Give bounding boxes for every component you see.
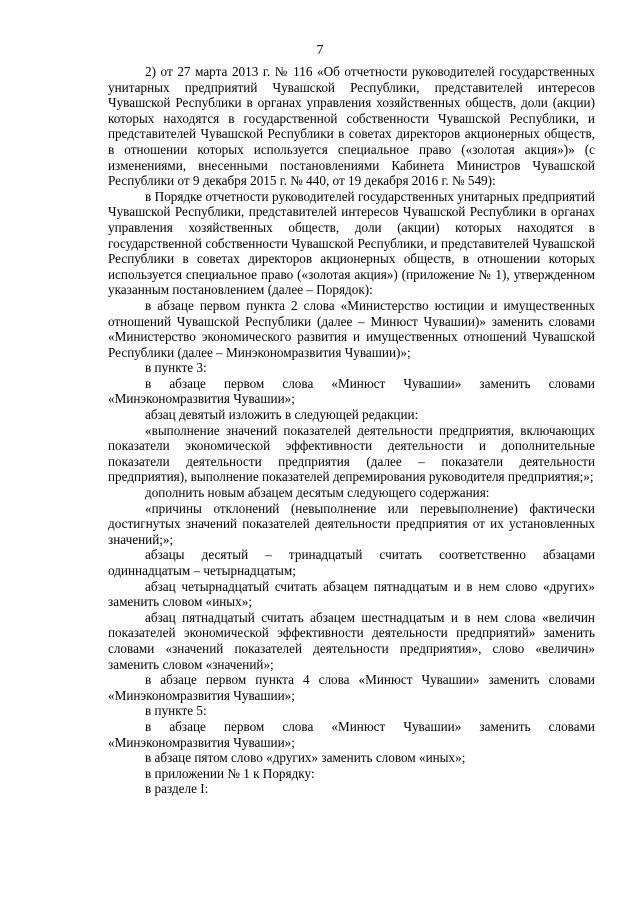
paragraph-add-tenth-instruction: дополнить новым абзацем десятым следующего содержания:: [145, 485, 490, 501]
paragraph-item-2-first-subparagraph: в абзаце первом пункта 2 слова «Министерство юстиции и имущественных отношений Чувашской Республики (далее – Минюст Чувашии)» заменить словами «Министерство экономического развития и имущественных отношений Чувашской Республики (далее – Минэкономразвития Чувашии)»;: [108, 297, 595, 360]
paragraph-fifteenth-subparagraph: абзац пятнадцатый считать абзацем шестнадцатым и в нем слова «величин показателей экономической эффективности деятельности предприятий» заменить словами «значений показателей деятельности предприятия», слово «величин» заменить словом «значений»;: [108, 609, 595, 672]
paragraph-appendix-1-heading: в приложении № 1 к Порядку:: [145, 765, 315, 781]
page-number: 7: [316, 42, 324, 57]
paragraph-renumber-tenth-thirteenth: абзацы десятый – тринадцатый считать соответственно абзацами одиннадцатым – четырнадцатым;: [108, 547, 595, 578]
paragraph-reporting-procedure: в Порядке отчетности руководителей государственных унитарных предприятий Чувашской Республики, представителей интересов Чувашской Республики в органах управления хозяйственных обществ, доли (акции) которых находятся в государственной собственности Чувашской Республики, и представителей Чувашской Республики в советах директоров акционерных обществ, в отношении которых используется специальное право («золотая акция») (приложение № 1), утвержденном указанным постановлением (далее – Порядок):: [108, 188, 595, 298]
paragraph-item-3-heading: в пункте 3:: [145, 360, 207, 376]
paragraph-item-4-first-subparagraph: в абзаце первом пункта 4 слова «Минюст Чувашии» заменить словами «Минэкономразвития Чувашии»;: [108, 672, 595, 703]
paragraph-fourteenth-subparagraph: абзац четырнадцатый считать абзацем пятнадцатым и в нем слово «других» заменить словом «иных»;: [108, 578, 595, 610]
paragraph-item-5-heading: в пункте 5:: [145, 703, 207, 719]
paragraph-item-5-first-subparagraph: в абзаце первом слова «Минюст Чувашии» заменить словами «Минэкономразвития Чувашии»;: [108, 718, 595, 750]
paragraph-section-1-heading: в разделе I:: [145, 781, 209, 797]
paragraph-ninth-subparagraph-text: «выполнение значений показателей деятельности предприятия, включающих показатели экономической эффективности деятельности и дополнительные показатели деятельности предприятия (далее – показатели деятельности предприятия), выполнение показателей депремирования руководителя предприятия;»;: [108, 422, 595, 485]
paragraph-tenth-subparagraph-text: «причины отклонений (невыполнение или перевыполнение) фактически достигнутых значений показателей деятельности предприятия от их установленных значений;»;: [108, 500, 595, 547]
document-body: [108, 64, 595, 797]
paragraph-amendment-decree-116: 2) от 27 марта 2013 г. № 116 «Об отчетности руководителей государственных унитарных предприятий Чувашской Республики, представителей интересов Чувашской Республики в органах управления хозяйственных обществ, доли (акции) которых находятся в государственной собственности Чувашской Республики, и представителей Чувашской Республики в советах директоров акционерных обществ, в отношении которых используется специальное право («золотая акция»)» (с изменениями, внесенными постановлениями Кабинета Министров Чувашской Республики от 9 декабря 2015 г. № 440, от 19 декабря 2016 г. № 549):: [108, 64, 595, 189]
paragraph-item-5-fifth-subparagraph: в абзаце пятом слово «других» заменить словом «иных»;: [145, 750, 466, 766]
paragraph-item-3-first-subparagraph: в абзаце первом слова «Минюст Чувашии» заменить словами «Минэкономразвития Чувашии»;: [108, 375, 595, 407]
paragraph-ninth-subparagraph-instruction: абзац девятый изложить в следующей редакции:: [145, 407, 419, 423]
